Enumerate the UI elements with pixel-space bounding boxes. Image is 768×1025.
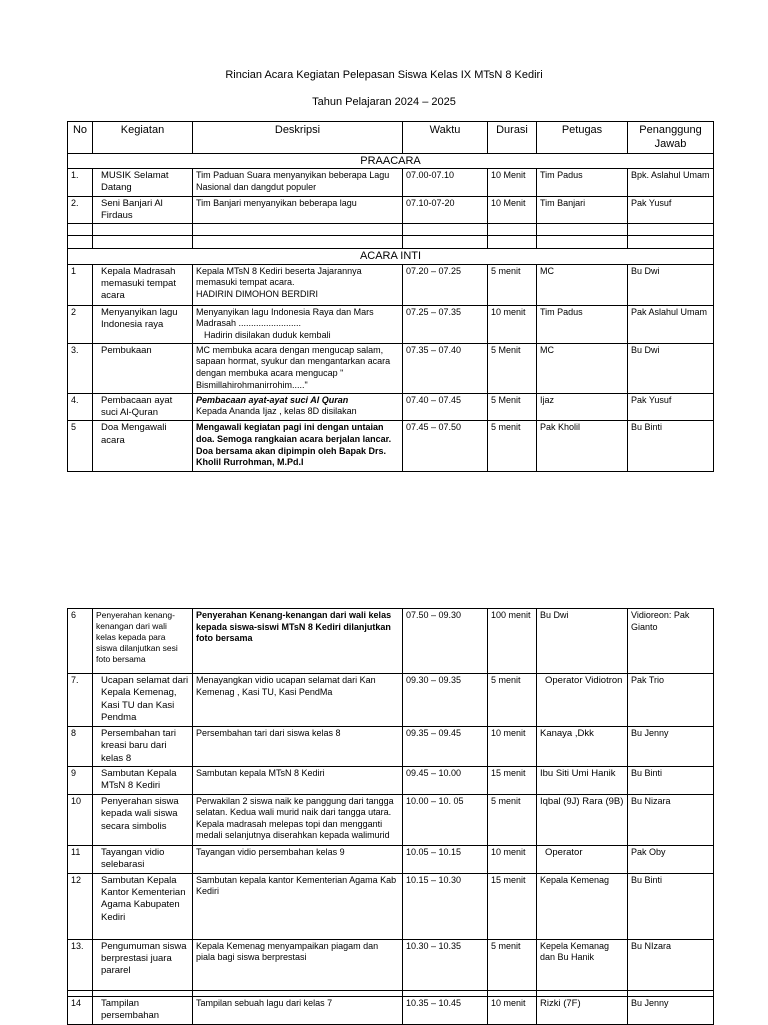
cell-pj: Bu Jenny	[628, 727, 714, 767]
cell-no: 3.	[68, 343, 93, 393]
header-durasi: Durasi	[488, 122, 537, 154]
cell-petugas: Operator Vidiotron	[537, 674, 628, 727]
header-petugas: Petugas	[537, 122, 628, 154]
cell-durasi: 5 menit	[488, 939, 537, 990]
cell-waktu: 07.25 – 07.35	[403, 305, 488, 343]
cell-no: 10	[68, 795, 93, 846]
cell-petugas: MC	[537, 264, 628, 305]
cell-durasi: 15 menit	[488, 767, 537, 795]
cell-waktu: 07.00-07.10	[403, 168, 488, 196]
cell-no: 6	[68, 609, 93, 674]
cell-deskripsi: Sambutan kepala MTsN 8 Kediri	[193, 767, 403, 795]
cell-durasi: 5 menit	[488, 264, 537, 305]
cell-deskripsi: Tayangan vidio persembahan kelas 9	[193, 846, 403, 874]
cell-waktu: 10.15 – 10.30	[403, 873, 488, 939]
cell-pj: Bu Dwi	[628, 343, 714, 393]
cell-waktu: 09.35 – 09.45	[403, 727, 488, 767]
cell-no: 14	[68, 996, 93, 1024]
cell-kegiatan: Persembahan tari kreasi baru dari kelas 8	[93, 727, 193, 767]
cell-deskripsi: Penyerahan Kenang-kenangan dari wali kelas kepada siswa-siswi MTsN 8 Kediri dilanjutkan foto bersama	[193, 609, 403, 674]
cell-waktu: 09.30 – 09.35	[403, 674, 488, 727]
table-header-row	[68, 122, 714, 154]
header-penanggung-jawab: Penanggung Jawab	[628, 122, 714, 154]
cell-durasi: 5 Menit	[488, 343, 537, 393]
table-row	[68, 795, 714, 846]
table-row	[68, 305, 714, 343]
cell-kegiatan: Penyerahan siswa kepada wali siswa secara simbolis	[93, 795, 193, 846]
table-row	[68, 264, 714, 305]
table-row	[68, 846, 714, 874]
cell-kegiatan: Pengumuman siswa berprestasi juara pararel	[93, 939, 193, 990]
cell-deskripsi: Sambutan kepala kantor Kementerian Agama Kab Kediri	[193, 873, 403, 939]
table-row	[68, 343, 714, 393]
cell-kegiatan: Sambutan Kepala Kantor Kementerian Agama Kabupaten Kediri	[93, 873, 193, 939]
table-row	[68, 421, 714, 472]
cell-pj: Pak Oby	[628, 846, 714, 874]
cell-durasi: 5 menit	[488, 421, 537, 472]
cell-deskripsi: Pembacaan ayat-ayat suci Al Quran Kepada Ananda Ijaz , kelas 8D disilakan	[193, 393, 403, 421]
section-label: PRAACARA	[68, 153, 714, 168]
table-row	[68, 767, 714, 795]
cell-pj: Bpk. Aslahul Umam	[628, 168, 714, 196]
cell-petugas: Iqbal (9J) Rara (9B)	[537, 795, 628, 846]
table-row	[68, 939, 714, 990]
cell-deskripsi: Menayangkan vidio ucapan selamat dari Kan Kemenag , Kasi TU, Kasi PendMa	[193, 674, 403, 727]
cell-kegiatan: Pembukaan	[93, 343, 193, 393]
cell-deskripsi: MC membuka acara dengan mengucap salam, sapaan hormat, syukur dan mengantarkan acara dengan membuka acara mengucap " Bismillahirohmanirrohim....."	[193, 343, 403, 393]
cell-waktu: 07.10-07-20	[403, 196, 488, 224]
document-title: Rincian Acara Kegiatan Pelepasan Siswa Kelas IX MTsN 8 Kediri	[225, 69, 543, 81]
cell-petugas: Tim Padus	[537, 305, 628, 343]
cell-no: 12	[68, 873, 93, 939]
cell-petugas: Kepala Kemenag	[537, 873, 628, 939]
cell-durasi: 5 menit	[488, 674, 537, 727]
cell-deskripsi: Tim Banjari menyanyikan beberapa lagu	[193, 196, 403, 224]
cell-kegiatan: Penyerahan kenang-kenangan dari wali kelas kepada para siswa dilanjutkan sesi foto bersama	[93, 609, 193, 674]
empty-row	[68, 236, 714, 249]
cell-no: 4.	[68, 393, 93, 421]
cell-no: 7.	[68, 674, 93, 727]
cell-durasi: 10 menit	[488, 305, 537, 343]
cell-pj: Bu Binti	[628, 421, 714, 472]
cell-no: 9	[68, 767, 93, 795]
empty-row	[68, 224, 714, 236]
cell-deskripsi: Mengawali kegiatan pagi ini dengan untaian doa. Semoga rangkaian acara berjalan lancar. Doa bersama akan dipimpin oleh Bapak Drs. Kholil Rurrohman, M.Pd.I	[193, 421, 403, 472]
cell-kegiatan: Ucapan selamat dari Kepala Kemenag, Kasi TU dan Kasi Pendma	[93, 674, 193, 727]
cell-durasi: 10 menit	[488, 846, 537, 874]
cell-pj: Bu Nizara	[628, 795, 714, 846]
cell-petugas: Bu Dwi	[537, 609, 628, 674]
table-row	[68, 609, 714, 674]
document-subtitle: Tahun Pelajaran 2024 – 2025	[312, 96, 456, 108]
cell-waktu: 10.00 – 10. 05	[403, 795, 488, 846]
cell-kegiatan: Seni Banjari Al Firdaus	[93, 196, 193, 224]
cell-kegiatan: Tayangan vidio selebarasi	[93, 846, 193, 874]
cell-waktu: 07.35 – 07.40	[403, 343, 488, 393]
cell-durasi: 10 menit	[488, 996, 537, 1024]
table-row	[68, 168, 714, 196]
cell-petugas: Kanaya ,Dkk	[537, 727, 628, 767]
cell-petugas: Operator	[537, 846, 628, 874]
cell-no: 11	[68, 846, 93, 874]
cell-no: 1.	[68, 168, 93, 196]
cell-durasi: 10 Menit	[488, 196, 537, 224]
cell-waktu: 09.45 – 10.00	[403, 767, 488, 795]
cell-waktu: 07.45 – 07.50	[403, 421, 488, 472]
cell-durasi: 10 menit	[488, 727, 537, 767]
cell-kegiatan: Tampilan persembahan	[93, 996, 193, 1024]
cell-petugas: Pak Kholil	[537, 421, 628, 472]
section-row-acara-inti	[68, 249, 714, 264]
cell-durasi: 15 menit	[488, 873, 537, 939]
cell-deskripsi: Persembahan tari dari siswa kelas 8	[193, 727, 403, 767]
cell-waktu: 10.05 – 10.15	[403, 846, 488, 874]
cell-pj: Pak Yusuf	[628, 196, 714, 224]
cell-petugas: Rizki (7F)	[537, 996, 628, 1024]
cell-waktu: 07.20 – 07.25	[403, 264, 488, 305]
cell-no: 13.	[68, 939, 93, 990]
table-row	[68, 196, 714, 224]
cell-kegiatan: Pembacaan ayat suci Al-Quran	[93, 393, 193, 421]
cell-pj: Bu Binti	[628, 767, 714, 795]
schedule-table-page1	[67, 121, 714, 472]
cell-pj: Bu NIzara	[628, 939, 714, 990]
table-row	[68, 996, 714, 1024]
cell-deskripsi: Menyanyikan lagu Indonesia Raya dan Mars Madrasah ......................... Hadirin disilakan duduk kembali	[193, 305, 403, 343]
header-deskripsi: Deskripsi	[193, 122, 403, 154]
cell-pj: Bu Binti	[628, 873, 714, 939]
cell-petugas: Tim Banjari	[537, 196, 628, 224]
table-row	[68, 727, 714, 767]
header-waktu: Waktu	[403, 122, 488, 154]
cell-no: 2.	[68, 196, 93, 224]
table-row	[68, 674, 714, 727]
cell-pj: Bu Jenny	[628, 996, 714, 1024]
cell-waktu: 07.40 – 07.45	[403, 393, 488, 421]
cell-petugas: Ibu Siti Umi Hanik	[537, 767, 628, 795]
cell-kegiatan: Doa Mengawali acara	[93, 421, 193, 472]
table-row	[68, 393, 714, 421]
cell-durasi: 5 menit	[488, 795, 537, 846]
cell-no: 5	[68, 421, 93, 472]
cell-waktu: 10.30 – 10.35	[403, 939, 488, 990]
cell-no: 8	[68, 727, 93, 767]
cell-petugas: MC	[537, 343, 628, 393]
cell-deskripsi: Tim Paduan Suara menyanyikan beberapa Lagu Nasional dan dangdut populer	[193, 168, 403, 196]
header-no: No	[68, 122, 93, 154]
cell-kegiatan: MUSIK Selamat Datang	[93, 168, 193, 196]
cell-no: 2	[68, 305, 93, 343]
cell-no: 1	[68, 264, 93, 305]
cell-durasi: 10 Menit	[488, 168, 537, 196]
cell-durasi: 5 Menit	[488, 393, 537, 421]
cell-pj: Pak Aslahul Umam	[628, 305, 714, 343]
cell-kegiatan: Menyanyikan lagu Indonesia raya	[93, 305, 193, 343]
section-row-praacara	[68, 153, 714, 168]
cell-pj: Bu Dwi	[628, 264, 714, 305]
cell-kegiatan: Kepala Madrasah memasuki tempat acara	[93, 264, 193, 305]
section-label: ACARA INTI	[68, 249, 714, 264]
cell-durasi: 100 menit	[488, 609, 537, 674]
cell-pj: Pak Trio	[628, 674, 714, 727]
table-row	[68, 873, 714, 939]
cell-pj: Pak Yusuf	[628, 393, 714, 421]
cell-waktu: 07.50 – 09.30	[403, 609, 488, 674]
cell-petugas: Ijaz	[537, 393, 628, 421]
cell-deskripsi: Tampilan sebuah lagu dari kelas 7	[193, 996, 403, 1024]
cell-petugas: Kepela Kemanag dan Bu Hanik	[537, 939, 628, 990]
schedule-table-page2	[67, 608, 714, 1025]
cell-deskripsi: Kepala MTsN 8 Kediri beserta Jajarannya memasuki tempat acara. HADIRIN DIMOHON BERDIRI	[193, 264, 403, 305]
header-kegiatan: Kegiatan	[93, 122, 193, 154]
cell-deskripsi: Perwakilan 2 siswa naik ke panggung dari tangga selatan. Kedua wali murid naik dari tangga utara. Kepala madrasah melepas topi dan mengganti medali selanjutnya diserahkan kepada walimurid	[193, 795, 403, 846]
cell-pj: Vidioreon: Pak Gianto	[628, 609, 714, 674]
cell-petugas: Tim Padus	[537, 168, 628, 196]
cell-deskripsi: Kepala Kemenag menyampaikan piagam dan piala bagi siswa berprestasi	[193, 939, 403, 990]
cell-waktu: 10.35 – 10.45	[403, 996, 488, 1024]
cell-kegiatan: Sambutan Kepala MTsN 8 Kediri	[93, 767, 193, 795]
